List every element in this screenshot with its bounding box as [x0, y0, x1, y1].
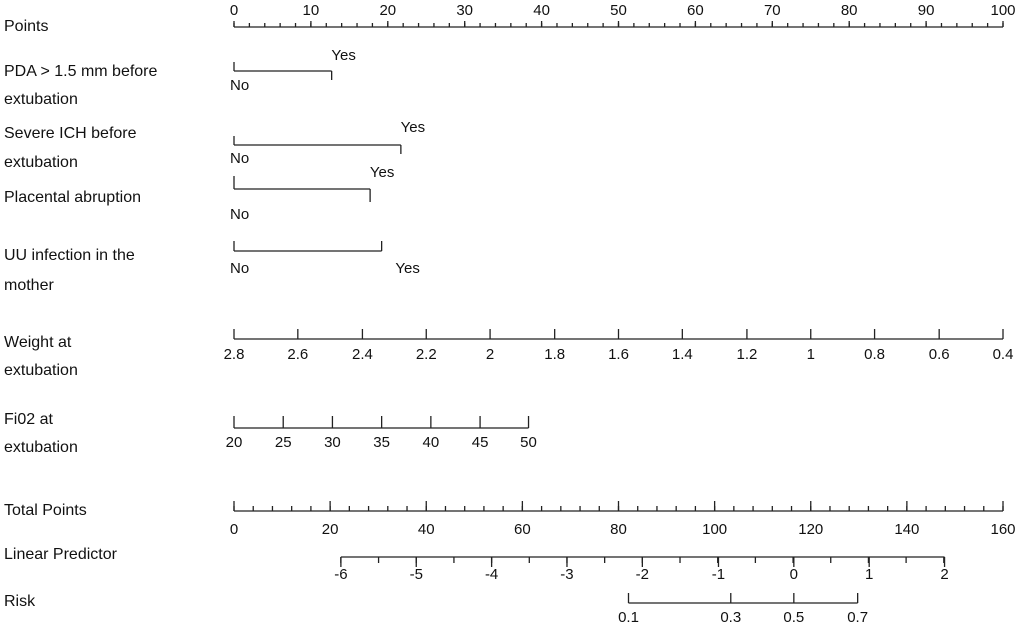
- risk-tick-label: 0.3: [720, 609, 742, 626]
- lp-tick-label: -1: [711, 566, 726, 583]
- total-label-line-1: Total Points: [4, 502, 87, 519]
- lp-tick-label: -6: [334, 566, 348, 583]
- fio2-tick-label: 45: [471, 434, 489, 451]
- risk-scale: [618, 593, 868, 626]
- lp-tick-label: 2: [940, 566, 949, 583]
- fio2-tick-label: 30: [324, 434, 341, 451]
- lp-tick-label: 0: [789, 566, 799, 583]
- pda-scale: [230, 47, 356, 94]
- points-tick-label: 10: [302, 2, 320, 19]
- lp-tick-label: -3: [560, 566, 574, 583]
- weight-tick-label: 0.4: [992, 346, 1014, 363]
- pda-label-line-2: extubation: [4, 91, 78, 108]
- weight-tick-label: 1.6: [608, 346, 629, 363]
- weight-tick-label: 1.2: [736, 346, 758, 363]
- weight-tick-label: 0.8: [864, 346, 886, 363]
- uu-label-line-1: UU infection in the: [4, 247, 135, 264]
- fio2-tick-label: 25: [274, 434, 292, 451]
- points-tick-label: 30: [456, 2, 474, 19]
- lp-tick-label: -4: [484, 566, 499, 583]
- total-tick-label: 20: [321, 521, 339, 538]
- points-tick-label: 100: [990, 2, 1016, 19]
- total-scale: [230, 501, 1016, 538]
- weight-label-line-2: extubation: [4, 362, 78, 379]
- pda-level-yes: Yes: [331, 47, 356, 64]
- points-tick-label: 0: [229, 2, 239, 19]
- total-tick-label: 120: [798, 521, 824, 538]
- risk-label-line-1: Risk: [4, 593, 36, 610]
- abruption-scale: [230, 164, 394, 223]
- total-tick-label: 60: [514, 521, 531, 538]
- fio2-tick-label: 40: [422, 434, 440, 451]
- weight-tick-label: 2.6: [287, 346, 309, 363]
- points-tick-label: 80: [840, 2, 858, 19]
- ich-level-no: No: [230, 150, 250, 167]
- points-tick-label: 20: [379, 2, 397, 19]
- fio2-label-line-1: Fi02 at: [4, 411, 53, 428]
- risk-tick-label: 0.5: [783, 609, 805, 626]
- weight-tick-label: 2.2: [415, 346, 437, 363]
- risk-tick-label: 0.1: [618, 609, 639, 626]
- abruption-level-no: No: [230, 206, 250, 223]
- weight-tick-label: 0.6: [928, 346, 950, 363]
- fio2-tick-label: 20: [225, 434, 243, 451]
- points-tick-label: 90: [917, 2, 935, 19]
- weight-tick-label: 2.8: [223, 346, 245, 363]
- row-scales: [224, 2, 1016, 626]
- weight-tick-label: 1.8: [544, 346, 566, 363]
- total-tick-label: 0: [229, 521, 239, 538]
- total-tick-label: 100: [702, 521, 728, 538]
- ich-label-line-1: Severe ICH before: [4, 125, 137, 142]
- total-tick-label: 40: [417, 521, 435, 538]
- abruption-label-line-1: Placental abruption: [4, 189, 141, 206]
- fio2-label-line-2: extubation: [4, 439, 78, 456]
- uu-label-line-2: mother: [4, 277, 54, 294]
- weight-tick-label: 1: [806, 346, 815, 363]
- ich-scale: [230, 119, 425, 167]
- uu-level-yes: Yes: [395, 260, 420, 277]
- points-tick-label: 50: [610, 2, 627, 19]
- row-labels: [4, 18, 158, 610]
- lp-label-line-1: Linear Predictor: [4, 546, 117, 563]
- lp-scale: [334, 557, 949, 583]
- weight-tick-label: 2: [485, 346, 495, 363]
- lp-tick-label: -2: [635, 566, 650, 583]
- fio2-tick-label: 50: [520, 434, 537, 451]
- ich-label-line-2: extubation: [4, 154, 78, 171]
- lp-tick-label: -5: [409, 566, 423, 583]
- abruption-level-yes: Yes: [369, 164, 395, 181]
- total-tick-label: 140: [894, 521, 920, 538]
- lp-tick-label: 1: [865, 566, 874, 583]
- points-tick-label: 70: [763, 2, 781, 19]
- risk-tick-label: 0.7: [847, 609, 869, 626]
- points-label-line-1: Points: [4, 18, 49, 35]
- points-tick-label: 60: [687, 2, 704, 19]
- points-tick-label: 40: [533, 2, 550, 19]
- total-tick-label: 160: [990, 521, 1016, 538]
- uu-level-no: No: [230, 260, 250, 277]
- fio2-scale: [226, 416, 537, 451]
- pda-label-line-1: PDA > 1.5 mm before: [4, 63, 158, 80]
- weight-tick-label: 2.4: [351, 346, 373, 363]
- weight-label-line-1: Weight at: [4, 334, 72, 351]
- points-scale: [230, 2, 1016, 27]
- ich-level-yes: Yes: [400, 119, 426, 136]
- weight-tick-label: 1.4: [671, 346, 693, 363]
- weight-scale: [224, 329, 1014, 363]
- pda-level-no: No: [230, 77, 250, 94]
- uu-scale: [230, 241, 420, 277]
- fio2-tick-label: 35: [373, 434, 390, 451]
- total-tick-label: 80: [610, 521, 627, 538]
